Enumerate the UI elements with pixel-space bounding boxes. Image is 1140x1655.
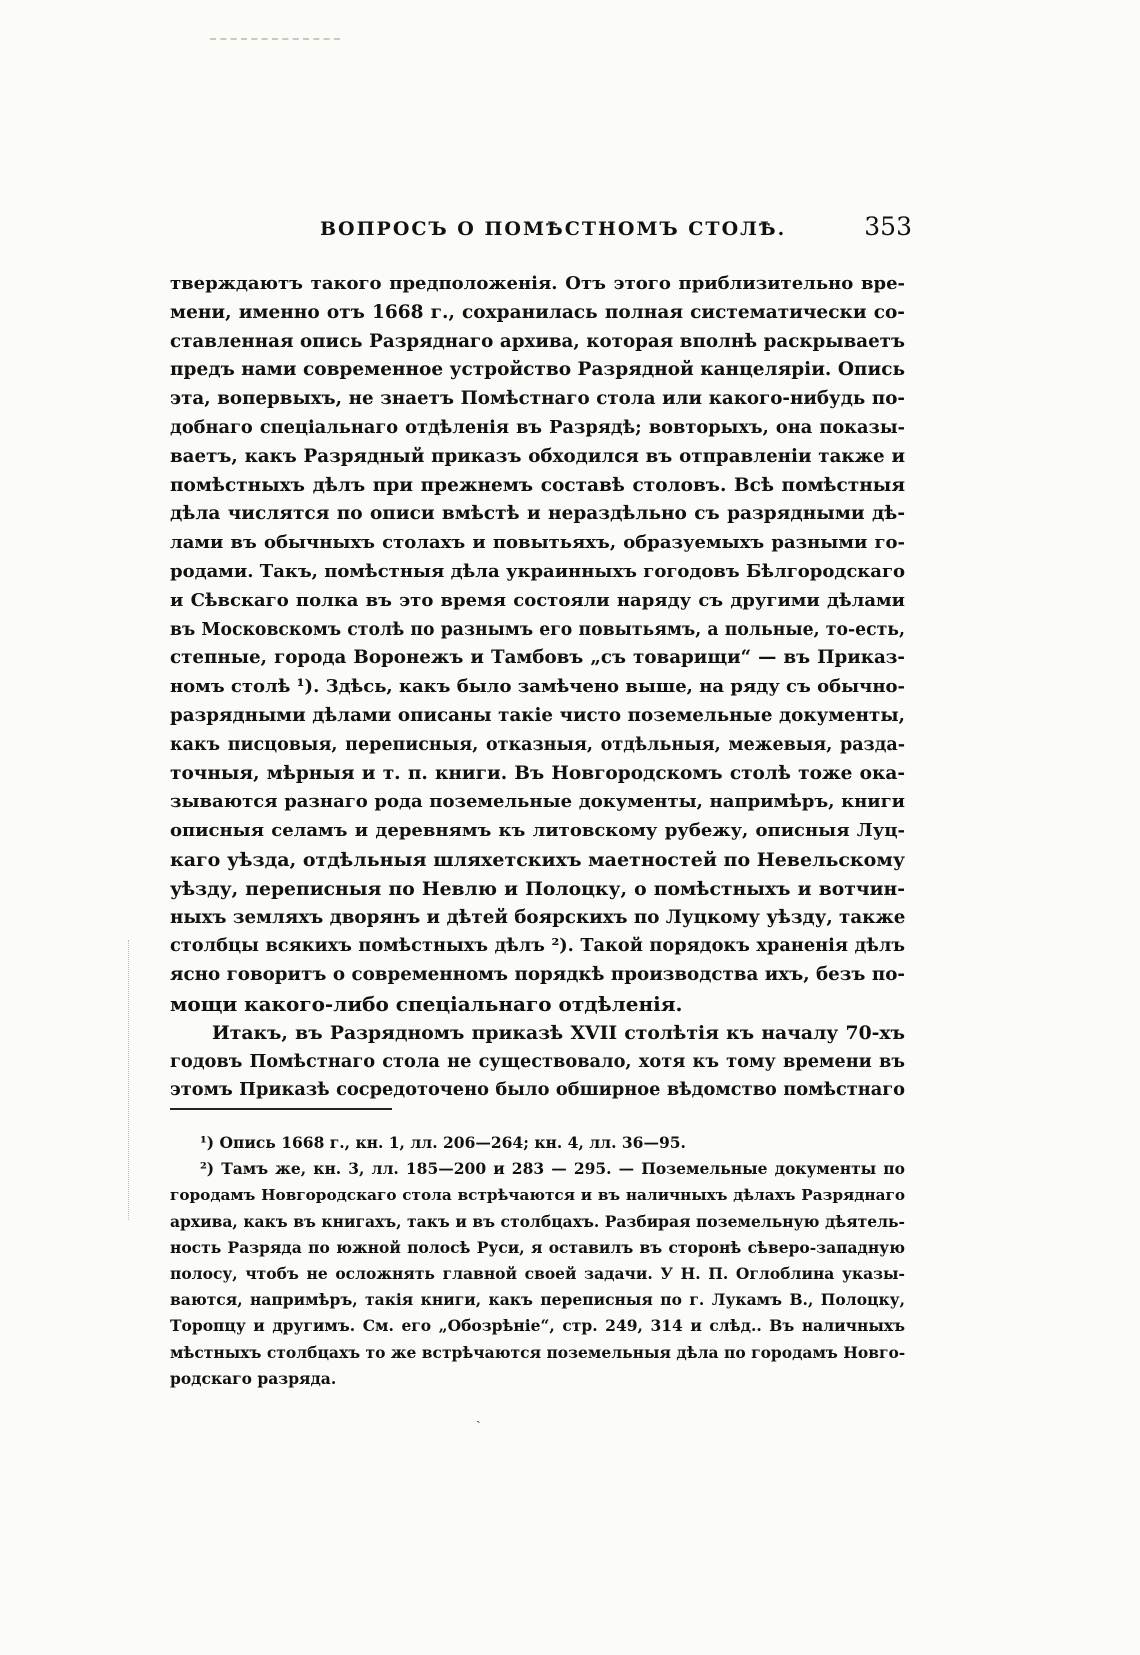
running-head: [170, 212, 930, 246]
running-title: ВОПРОСЪ О ПОМѢСТНОМЪ СТОЛѢ.: [320, 218, 787, 240]
text-line: ясно говоритъ о современномъ порядкѣ производства ихъ, безъ по-: [170, 964, 905, 986]
text-line: годовъ Помѣстнаго стола не существовало, хотя къ тому времени въ: [170, 1050, 905, 1072]
text-line: дѣла числятся по описи вмѣстѣ и нераздѣльно съ разрядными дѣ-: [170, 503, 905, 525]
text-line: добнаго спеціальнаго отдѣленія въ Разрядѣ; вовторыхъ, она показы-: [170, 416, 905, 438]
text-line: въ Московскомъ столѣ по разнымъ его повытьямъ, а польные, то-есть,: [170, 619, 905, 640]
text-line: номъ столѣ ¹). Здѣсь, какъ было замѣчено выше, на ряду съ обычно-: [170, 676, 905, 698]
text-line: какъ писцовыя, переписныя, отказныя, отдѣльныя, межевыя, разда-: [170, 734, 905, 755]
text-line: предъ нами современное устройство Разрядной канцеляріи. Опись: [170, 359, 906, 381]
page-number: 353: [864, 212, 912, 241]
text-line: описныя селамъ и деревнямъ къ литовскому рубежу, описныя Луц-: [170, 820, 905, 842]
top-edge-mark: [210, 38, 340, 40]
text-line: Итакъ, въ Разрядномъ приказѣ XVII столѣтія къ началу 70-хъ: [212, 1021, 905, 1044]
stray-ink-mark: ˎ: [476, 1408, 481, 1424]
text-line: зываются разнаго рода поземельные документы, напримѣръ, книги: [170, 791, 905, 813]
text-line: эта, вопервыхъ, не знаетъ Помѣстнаго стола или какого-нибудь по-: [170, 388, 905, 410]
footnote-line: мѣстныхъ столбцахъ то же встрѣчаются поземельныя дѣла по городамъ Новго-: [170, 1342, 906, 1362]
footnote-line: ность Разряда по южной полосѣ Руси, я оставилъ въ сторонѣ сѣверо-западную: [170, 1237, 905, 1257]
footnotes: [170, 1130, 905, 1392]
text-line: этомъ Приказѣ сосредоточено было обширное вѣдомство помѣстнаго: [170, 1079, 905, 1101]
text-line: точныя, мѣрныя и т. п. книги. Въ Новгородскомъ столѣ тоже ока-: [170, 762, 905, 784]
text-line: родами. Такъ, помѣстныя дѣла украинныхъ гогодовъ Бѣлгородскаго: [170, 560, 905, 582]
body-text: [170, 270, 905, 1105]
footnote-line: ¹) Опись 1668 г., кн. 1, лл. 206—264; кн. 4, лл. 36—95.: [200, 1133, 686, 1152]
text-line: ставленная опись Разряднаго архива, которая вполнѣ раскрываетъ: [170, 330, 905, 352]
footnote-divider: [170, 1108, 392, 1110]
text-line: ваетъ, какъ Разрядный приказъ обходился въ отправленіи также и: [170, 445, 905, 467]
text-line: и Сѣвскаго полка въ это время состояли наряду съ другими дѣлами: [170, 589, 905, 611]
text-line: столбцы всякихъ помѣстныхъ дѣлъ ²). Такой порядокъ храненія дѣлъ: [170, 935, 905, 957]
text-line: мени, именно отъ 1668 г., сохранилась полная систематически со-: [170, 301, 905, 323]
footnote-line: полосу, чтобъ не осложнять главной своей задачи. У Н. П. Оглоблина указы-: [170, 1263, 905, 1283]
footnote-line: Торопцу и другимъ. См. его „Обозрѣніе“, стр. 249, 314 и слѣд.. Въ наличныхъ: [170, 1316, 905, 1336]
footnote-line: ваются, напримѣръ, такія книги, какъ переписныя по г. Лукамъ В., Полоцку,: [170, 1290, 905, 1310]
footnote-line: городамъ Новгородскаго стола встрѣчаются и въ наличныхъ дѣлахъ Разряднаго: [170, 1186, 905, 1205]
footnote-line: архива, какъ въ книгахъ, такъ и въ столбцахъ. Разбирая поземельную дѣятель-: [170, 1211, 905, 1231]
text-line: помѣстныхъ дѣлъ при прежнемъ составѣ столовъ. Всѣ помѣстныя: [170, 474, 905, 496]
text-line: тверждаютъ такого предположенія. Отъ этого приблизительно вре-: [170, 273, 905, 294]
text-line: мощи какого-либо спеціальнаго отдѣленія.: [170, 991, 683, 1016]
text-line: ныхъ земляхъ дворянъ и дѣтей боярскихъ по Луцкому уѣзду, также: [170, 906, 906, 928]
footnote-line: родскаго разряда.: [170, 1368, 337, 1388]
footnote-line: ²) Тамъ же, кн. 3, лл. 185—200 и 283 — 295. — Поземельные документы по: [200, 1159, 905, 1179]
margin-scan-artifact: [128, 940, 139, 1220]
text-line: разрядными дѣлами описаны такіе чисто поземельные документы,: [170, 704, 905, 726]
text-line: степные, города Воронежъ и Тамбовъ „съ товарищи“ — въ Приказ-: [170, 647, 905, 669]
text-line: лами въ обычныхъ столахъ и повытьяхъ, образуемыхъ разными го-: [170, 532, 905, 554]
text-line: каго уѣзда, отдѣльныя шляхетскихъ маетностей по Невельскому: [170, 848, 905, 871]
text-line: уѣзду, переписныя по Невлю и Полоцку, о помѣстныхъ и вотчин-: [170, 877, 905, 900]
